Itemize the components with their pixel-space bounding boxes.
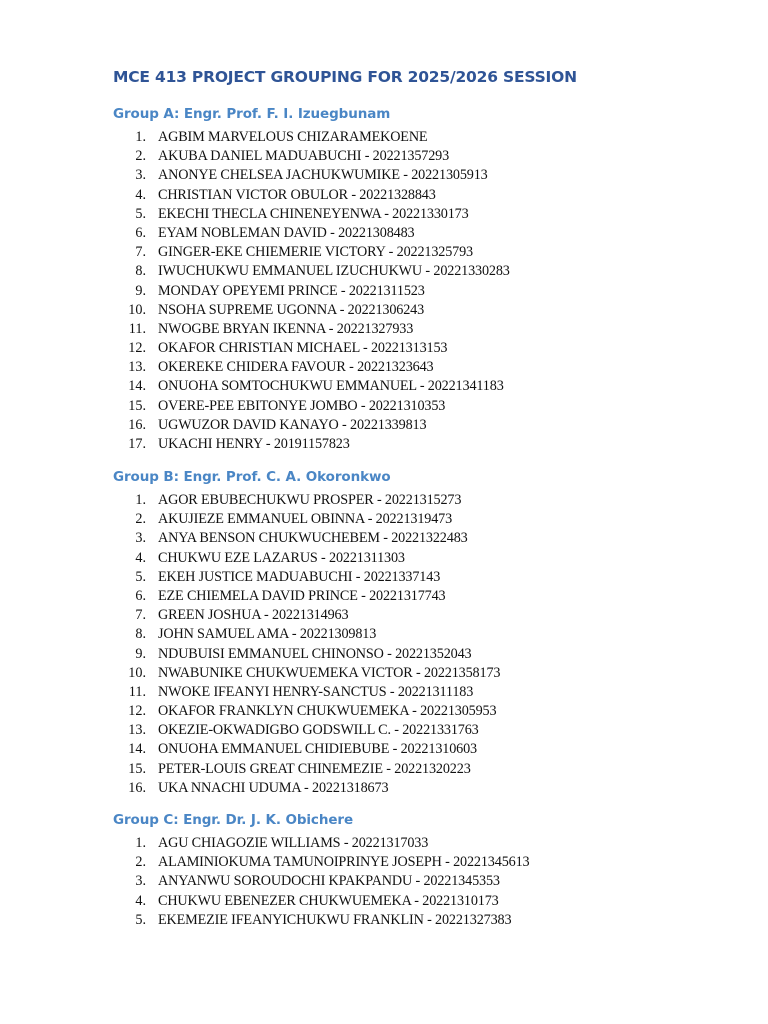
list-item-text: AKUJIEZE EMMANUEL OBINNA - 20221319473 (158, 511, 453, 528)
list-item-text: EKEH JUSTICE MADUABUCHI - 20221337143 (158, 568, 441, 585)
list-item-number: 11. (128, 320, 146, 337)
list-item-number: 6. (135, 224, 146, 241)
list-item-text: ONUOHA SOMTOCHUKWU EMMANUEL - 20221341183 (158, 378, 504, 395)
list-item-text: UKA NNACHI UDUMA - 20221318673 (158, 779, 389, 796)
list-item-text: UKACHI HENRY - 20191157823 (158, 436, 350, 452)
list-item-text: EYAM NOBLEMAN DAVID - 20221308483 (158, 224, 415, 241)
list-item-text: OVERE-PEE EBITONYE JOMBO - 20221310353 (158, 397, 446, 414)
list-item-number: 16. (128, 416, 146, 433)
list-item-text: UGWUZOR DAVID KANAYO - 20221339813 (158, 416, 427, 433)
list-item-text: GREEN JOSHUA - 20221314963 (158, 607, 349, 624)
list-item-number: 5. (135, 205, 146, 222)
list-item-number: 1. (135, 129, 146, 145)
list-item-text: NWABUNIKE CHUKWUEMEKA VICTOR - 20221358173 (158, 664, 501, 681)
list-item-number: 11. (128, 683, 146, 700)
list-item-number: 16. (128, 779, 146, 796)
list-item-text: NWOGBE BRYAN IKENNA - 20221327933 (158, 320, 414, 337)
list-item-number: 1. (135, 835, 146, 851)
list-item-text: OKEZIE-OKWADIGBO GODSWILL C. - 20221331763 (158, 722, 479, 739)
list-item-text: EKECHI THECLA CHINENEYENWA - 20221330173 (158, 205, 469, 222)
list-item-number: 9. (135, 282, 146, 299)
list-item-number: 17. (128, 436, 146, 452)
list-item-number: 13. (128, 722, 146, 739)
list-item-text: CHUKWU EZE LAZARUS - 20221311303 (158, 549, 405, 566)
list-item-number: 8. (135, 626, 146, 643)
list-item-text: AGBIM MARVELOUS CHIZARAMEKOENE (158, 129, 428, 145)
list-item-text: CHUKWU EBENEZER CHUKWUEMEKA - 20221310173 (158, 892, 499, 909)
list-item-number: 10. (128, 301, 146, 318)
document-title: MCE 413 PROJECT GROUPING FOR 2025/2026 SESSION (113, 68, 577, 86)
list-item-number: 4. (135, 549, 146, 566)
list-item-number: 14. (128, 741, 146, 758)
list-item-number: 3. (135, 530, 146, 547)
list-item-text: AKUBA DANIEL MADUABUCHI - 20221357293 (158, 148, 450, 165)
list-item-number: 13. (128, 359, 146, 376)
list-item-text: OKAFOR CHRISTIAN MICHAEL - 20221313153 (158, 340, 448, 357)
list-item-number: 6. (135, 587, 146, 604)
list-item-text: CHRISTIAN VICTOR OBULOR - 20221328843 (158, 186, 436, 203)
list-item-text: NSOHA SUPREME UGONNA - 20221306243 (158, 301, 425, 318)
list-item-text: ONUOHA EMMANUEL CHIDIEBUBE - 20221310603 (158, 741, 477, 758)
list-item-text: NDUBUISI EMMANUEL CHINONSO - 20221352043 (158, 645, 472, 662)
list-item-number: 7. (135, 244, 146, 261)
list-item-text: MONDAY OPEYEMI PRINCE - 20221311523 (158, 282, 425, 299)
list-item-text: NWOKE IFEANYI HENRY-SANCTUS - 20221311183 (158, 683, 474, 700)
list-item-text: EKEMEZIE IFEANYICHUKWU FRANKLIN - 20221327383 (158, 911, 512, 928)
list-item-text: PETER-LOUIS GREAT CHINEMEZIE - 20221320223 (158, 760, 471, 777)
list-item-number: 14. (128, 378, 146, 395)
list-item-number: 9. (135, 645, 146, 662)
list-item-number: 2. (135, 854, 146, 871)
list-item-number: 12. (128, 703, 146, 720)
group-a-heading: Group A: Engr. Prof. F. I. Izuegbunam (113, 106, 391, 122)
list-item-text: AGU CHIAGOZIE WILLIAMS - 20221317033 (158, 835, 429, 851)
list-item-text: ANONYE CHELSEA JACHUKWUMIKE - 20221305913 (158, 167, 488, 184)
list-item-number: 2. (135, 148, 146, 165)
list-item-number: 15. (128, 760, 146, 777)
list-item-number: 4. (135, 186, 146, 203)
list-item-number: 2. (135, 511, 146, 528)
list-item-text: OKEREKE CHIDERA FAVOUR - 20221323643 (158, 359, 434, 376)
list-item-number: 5. (135, 568, 146, 585)
list-item-number: 4. (135, 892, 146, 909)
list-item-number: 8. (135, 263, 146, 280)
list-item-text: JOHN SAMUEL AMA - 20221309813 (158, 626, 377, 643)
list-item-number: 10. (128, 664, 146, 681)
list-item-number: 3. (135, 873, 146, 890)
list-item-text: ANYANWU SOROUDOCHI KPAKPANDU - 20221345353 (158, 873, 500, 890)
group-c-heading: Group C: Engr. Dr. J. K. Obichere (113, 812, 354, 828)
list-item-number: 5. (135, 911, 146, 928)
list-item-text: OKAFOR FRANKLYN CHUKWUEMEKA - 20221305953 (158, 703, 497, 720)
list-item-text: GINGER-EKE CHIEMERIE VICTORY - 20221325793 (158, 244, 474, 261)
list-item-number: 15. (128, 397, 146, 414)
list-item-text: AGOR EBUBECHUKWU PROSPER - 20221315273 (158, 492, 462, 508)
list-item-number: 3. (135, 167, 146, 184)
list-item-text: EZE CHIEMELA DAVID PRINCE - 20221317743 (158, 587, 446, 604)
list-item-number: 1. (135, 492, 146, 508)
list-item-number: 12. (128, 340, 146, 357)
group-b-heading: Group B: Engr. Prof. C. A. Okoronkwo (113, 469, 391, 485)
list-item-text: IWUCHUKWU EMMANUEL IZUCHUKWU - 20221330283 (158, 263, 510, 280)
list-item-text: ALAMINIOKUMA TAMUNOIPRINYE JOSEPH - 20221345613 (158, 854, 530, 871)
list-item-number: 7. (135, 607, 146, 624)
list-item-text: ANYA BENSON CHUKWUCHEBEM - 20221322483 (158, 530, 468, 547)
